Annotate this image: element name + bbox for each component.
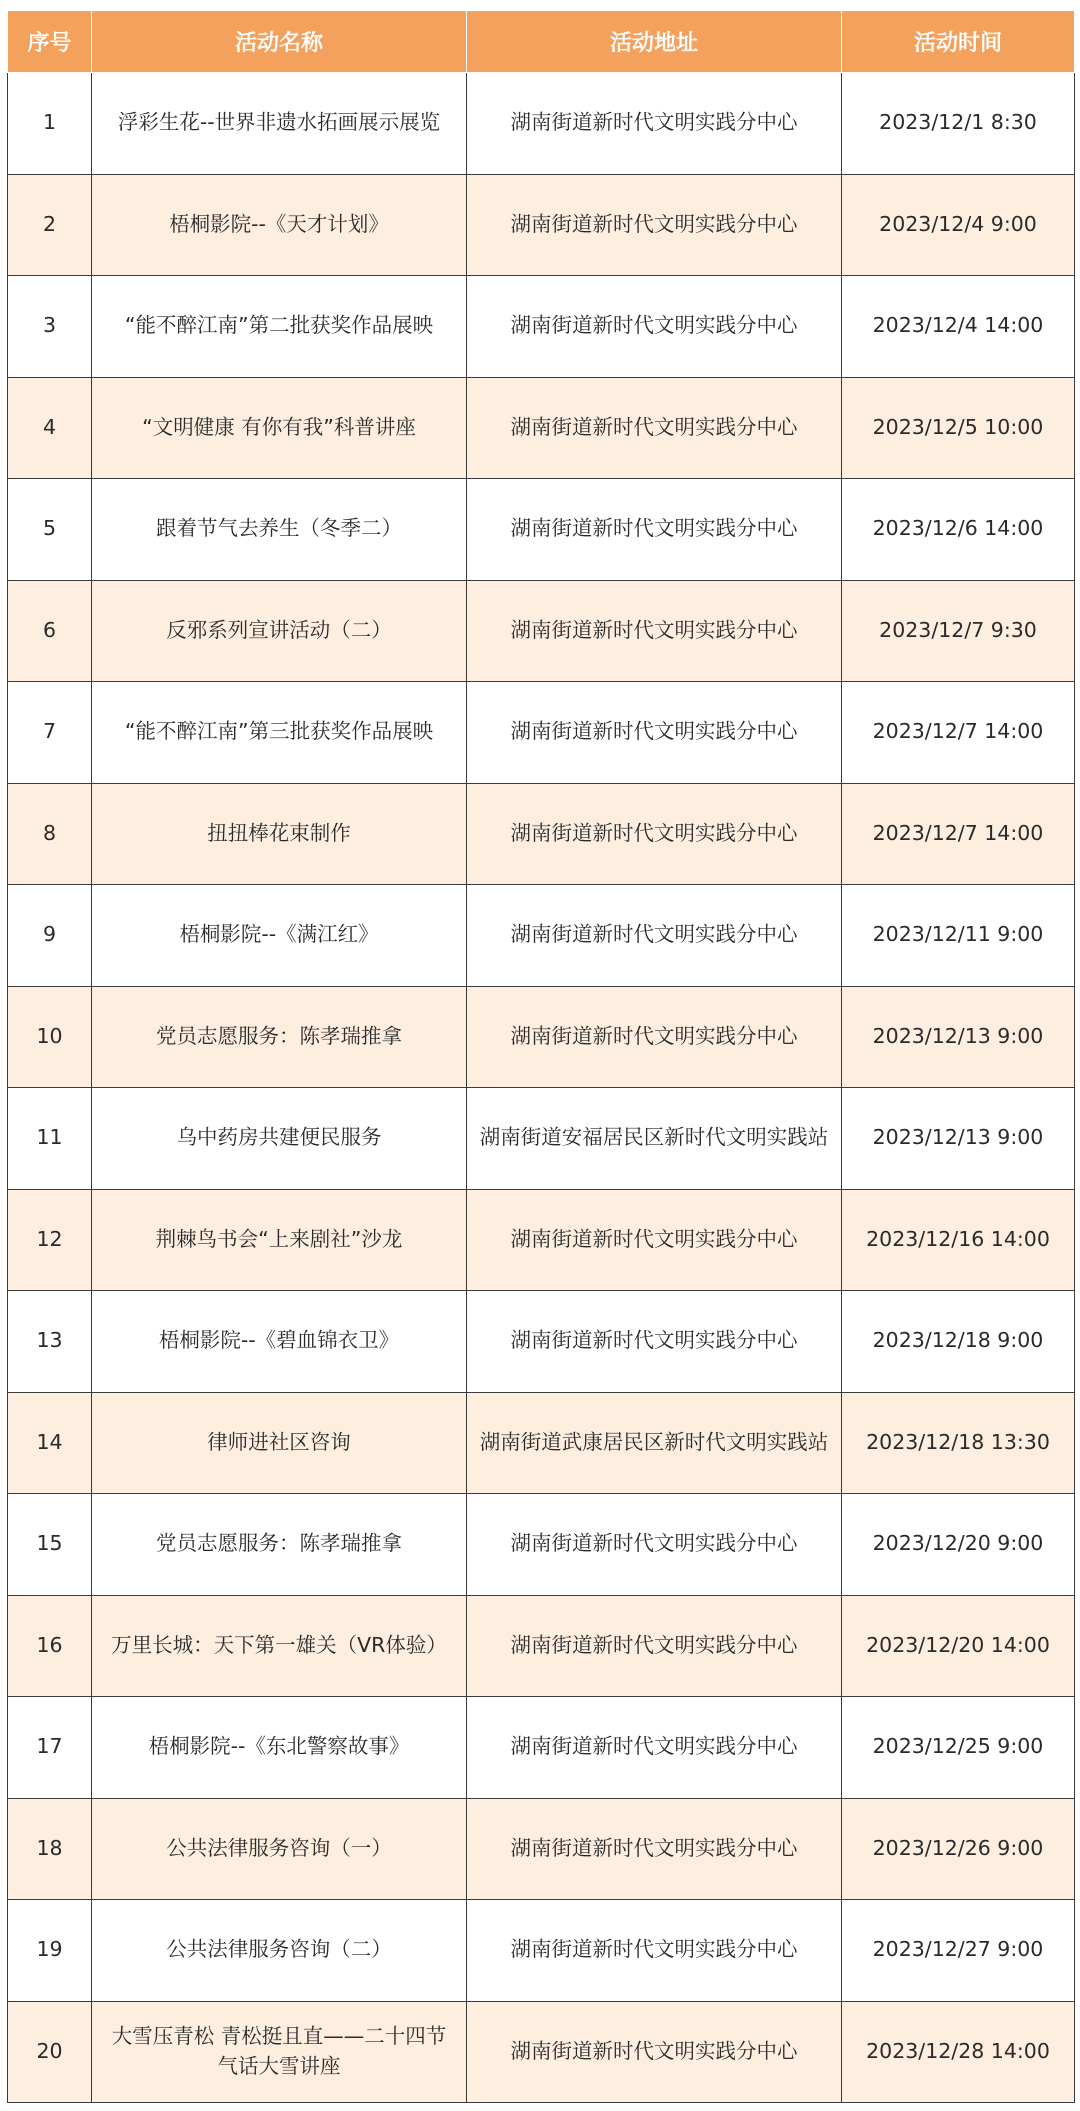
table-row [8, 1088, 1075, 1190]
activity-time-cell: 2023/12/4 14:00 [842, 276, 1075, 378]
activity-name-cell: 党员志愿服务：陈孝瑞推拿 [92, 986, 467, 1088]
activity-time-cell: 2023/12/27 9:00 [842, 1900, 1075, 2002]
table-row [8, 1900, 1075, 2002]
activity-address-cell: 湖南街道新时代文明实践分中心 [467, 682, 842, 784]
activity-name-cell: 跟着节气去养生（冬季二） [92, 479, 467, 581]
activity-time-cell: 2023/12/18 13:30 [842, 1392, 1075, 1494]
row-number-cell: 10 [8, 986, 92, 1088]
row-number-cell: 1 [8, 73, 92, 175]
row-number-cell: 9 [8, 885, 92, 987]
table-row [8, 682, 1075, 784]
row-number-cell: 8 [8, 783, 92, 885]
activity-name-cell: 乌中药房共建便民服务 [92, 1088, 467, 1190]
activity-time-cell: 2023/12/7 14:00 [842, 682, 1075, 784]
row-number-cell: 19 [8, 1900, 92, 2002]
activity-name-cell: 律师进社区咨询 [92, 1392, 467, 1494]
activity-address-cell: 湖南街道新时代文明实践分中心 [467, 885, 842, 987]
activity-time-cell: 2023/12/7 14:00 [842, 783, 1075, 885]
activity-time-cell: 2023/12/6 14:00 [842, 479, 1075, 581]
row-number-cell: 6 [8, 580, 92, 682]
row-number-cell: 4 [8, 377, 92, 479]
activity-name-cell: 梧桐影院--《天才计划》 [92, 174, 467, 276]
activity-address-cell: 湖南街道新时代文明实践分中心 [467, 580, 842, 682]
row-number-cell: 18 [8, 1798, 92, 1900]
activity-name-cell: 万里长城：天下第一雄关（VR体验） [92, 1595, 467, 1697]
activity-address-cell: 湖南街道新时代文明实践分中心 [467, 2001, 842, 2103]
activity-name-cell: 公共法律服务咨询（二） [92, 1900, 467, 2002]
activity-name-cell: 浮彩生花--世界非遗水拓画展示展览 [92, 73, 467, 175]
table-row [8, 885, 1075, 987]
activity-address-cell: 湖南街道新时代文明实践分中心 [467, 1900, 842, 2002]
activity-time-cell: 2023/12/1 8:30 [842, 73, 1075, 175]
header-address: 活动地址 [467, 11, 842, 73]
activity-time-cell: 2023/12/13 9:00 [842, 1088, 1075, 1190]
activity-name-cell: 大雪压青松 青松挺且直——二十四节气话大雪讲座 [92, 2001, 467, 2103]
activity-name-cell: “文明健康 有你有我”科普讲座 [92, 377, 467, 479]
row-number-cell: 14 [8, 1392, 92, 1494]
activity-address-cell: 湖南街道新时代文明实践分中心 [467, 783, 842, 885]
row-number-cell: 15 [8, 1494, 92, 1596]
activity-address-cell: 湖南街道新时代文明实践分中心 [467, 1697, 842, 1799]
activity-time-cell: 2023/12/26 9:00 [842, 1798, 1075, 1900]
activity-time-cell: 2023/12/25 9:00 [842, 1697, 1075, 1799]
table-row [8, 1595, 1075, 1697]
header-no: 序号 [8, 11, 92, 73]
activity-name-cell: 梧桐影院--《碧血锦衣卫》 [92, 1291, 467, 1393]
activity-address-cell: 湖南街道新时代文明实践分中心 [467, 1291, 842, 1393]
row-number-cell: 2 [8, 174, 92, 276]
activity-address-cell: 湖南街道新时代文明实践分中心 [467, 1189, 842, 1291]
activity-address-cell: 湖南街道新时代文明实践分中心 [467, 73, 842, 175]
activity-time-cell: 2023/12/28 14:00 [842, 2001, 1075, 2103]
table-row [8, 1697, 1075, 1799]
header-name: 活动名称 [92, 11, 467, 73]
table-row [8, 2001, 1075, 2103]
activity-name-cell: 梧桐影院--《满江红》 [92, 885, 467, 987]
activity-address-cell: 湖南街道新时代文明实践分中心 [467, 174, 842, 276]
activity-name-cell: 党员志愿服务：陈孝瑞推拿 [92, 1494, 467, 1596]
activity-name-cell: “能不醉江南”第二批获奖作品展映 [92, 276, 467, 378]
header-time: 活动时间 [842, 11, 1075, 73]
table-row [8, 276, 1075, 378]
activity-name-cell: 梧桐影院--《东北警察故事》 [92, 1697, 467, 1799]
row-number-cell: 17 [8, 1697, 92, 1799]
activity-address-cell: 湖南街道新时代文明实践分中心 [467, 1494, 842, 1596]
table-row [8, 1189, 1075, 1291]
table-row [8, 479, 1075, 581]
row-number-cell: 12 [8, 1189, 92, 1291]
activity-time-cell: 2023/12/11 9:00 [842, 885, 1075, 987]
table-row [8, 1494, 1075, 1596]
activity-address-cell: 湖南街道新时代文明实践分中心 [467, 986, 842, 1088]
row-number-cell: 20 [8, 2001, 92, 2103]
activity-address-cell: 湖南街道新时代文明实践分中心 [467, 479, 842, 581]
table-row [8, 1291, 1075, 1393]
table-body [8, 73, 1075, 2103]
table-row [8, 377, 1075, 479]
activity-time-cell: 2023/12/4 9:00 [842, 174, 1075, 276]
activity-time-cell: 2023/12/18 9:00 [842, 1291, 1075, 1393]
table-row [8, 783, 1075, 885]
activity-address-cell: 湖南街道新时代文明实践分中心 [467, 276, 842, 378]
activity-table [7, 10, 1075, 2103]
row-number-cell: 7 [8, 682, 92, 784]
activity-name-cell: 荆棘鸟书会“上来剧社”沙龙 [92, 1189, 467, 1291]
activity-time-cell: 2023/12/7 9:30 [842, 580, 1075, 682]
activity-time-cell: 2023/12/5 10:00 [842, 377, 1075, 479]
activity-address-cell: 湖南街道新时代文明实践分中心 [467, 377, 842, 479]
activity-address-cell: 湖南街道新时代文明实践分中心 [467, 1798, 842, 1900]
activity-address-cell: 湖南街道新时代文明实践分中心 [467, 1595, 842, 1697]
table-row [8, 1798, 1075, 1900]
table-row [8, 580, 1075, 682]
activity-name-cell: 反邪系列宣讲活动（二） [92, 580, 467, 682]
activity-name-cell: “能不醉江南”第三批获奖作品展映 [92, 682, 467, 784]
activity-time-cell: 2023/12/16 14:00 [842, 1189, 1075, 1291]
table-header [8, 11, 1075, 73]
activity-time-cell: 2023/12/20 14:00 [842, 1595, 1075, 1697]
activity-time-cell: 2023/12/13 9:00 [842, 986, 1075, 1088]
row-number-cell: 3 [8, 276, 92, 378]
header-row [8, 11, 1075, 73]
table-row [8, 174, 1075, 276]
table-row [8, 986, 1075, 1088]
table-row [8, 1392, 1075, 1494]
activity-name-cell: 公共法律服务咨询（一） [92, 1798, 467, 1900]
activity-name-cell: 扭扭棒花束制作 [92, 783, 467, 885]
activity-time-cell: 2023/12/20 9:00 [842, 1494, 1075, 1596]
row-number-cell: 13 [8, 1291, 92, 1393]
activity-address-cell: 湖南街道安福居民区新时代文明实践站 [467, 1088, 842, 1190]
activity-schedule [7, 10, 1074, 2103]
table-row [8, 73, 1075, 175]
activity-address-cell: 湖南街道武康居民区新时代文明实践站 [467, 1392, 842, 1494]
row-number-cell: 5 [8, 479, 92, 581]
row-number-cell: 11 [8, 1088, 92, 1190]
row-number-cell: 16 [8, 1595, 92, 1697]
